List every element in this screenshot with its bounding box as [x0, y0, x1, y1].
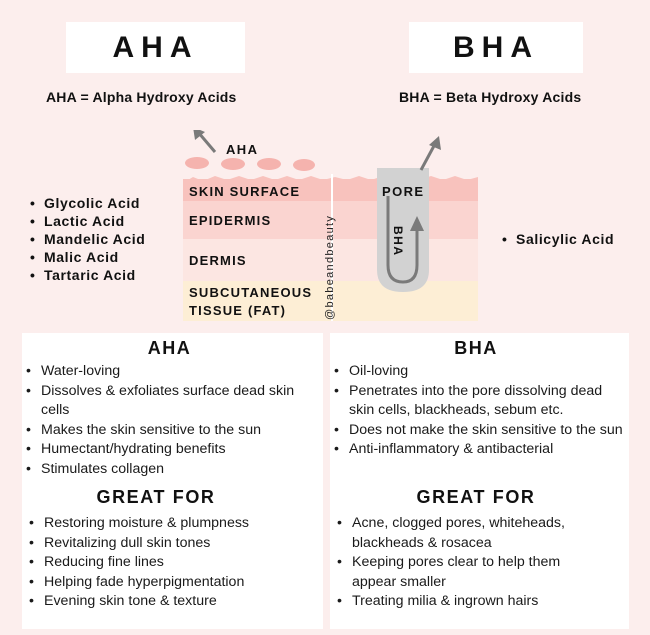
dermis-label: DERMIS: [189, 252, 247, 268]
great-for-item: • Treating milia & ingrown hairs: [333, 592, 603, 612]
bha-great-for-heading: GREAT FOR: [416, 487, 536, 507]
aha-great-for-heading: GREAT FOR: [96, 487, 216, 507]
aha-arrow-label: AHA: [226, 142, 259, 157]
bha-panel-heading: BHA: [454, 338, 498, 358]
subcutaneous-label-line-2: TISSUE (FAT): [189, 303, 287, 318]
pore-label: PORE: [382, 184, 425, 199]
dead-skin-cell: [257, 158, 281, 170]
aha-title: AHA: [112, 30, 199, 64]
great-for-item: • Helping fade hyperpigmentation: [25, 573, 317, 593]
bha-exit-arrow-line: [421, 144, 435, 170]
aha-acid-list: [30, 194, 145, 284]
great-for-item: • Acne, clogged pores, whiteheads, blackheads & rosacea: [333, 514, 603, 553]
bha-panel: [330, 333, 629, 629]
great-for-item: • Keeping pores clear to help them appear smaller: [333, 553, 603, 592]
aha-benefits-list: [22, 362, 312, 480]
benefit-item: • Stimulates collagen: [22, 460, 312, 480]
benefit-item: • Dissolves & exfoliates surface dead skin cells: [22, 382, 312, 421]
acid-list-item: • Salicylic Acid: [502, 230, 614, 248]
acid-list-item: • Glycolic Acid: [30, 194, 145, 212]
bha-definition: BHA = Beta Hydroxy Acids: [399, 89, 582, 105]
subcutaneous-label-line-1: SUBCUTANEOUS: [189, 285, 313, 300]
epidermis-label: EPIDERMIS: [189, 212, 272, 228]
dead-skin-cell: [221, 158, 245, 170]
benefit-item: • Water-loving: [22, 362, 312, 382]
dead-skin-cell: [293, 159, 315, 171]
benefit-item: • Penetrates into the pore dissolving dead skin cells, blackheads, sebum etc.: [330, 382, 628, 421]
benefit-item: • Anti-inflammatory & antibacterial: [330, 440, 628, 460]
aha-panel: [22, 333, 323, 629]
aha-great-for-list: [25, 514, 317, 612]
great-for-item: • Revitalizing dull skin tones: [25, 534, 317, 554]
skin-surface-label: SKIN SURFACE: [189, 183, 301, 199]
benefit-item: • Makes the skin sensitive to the sun: [22, 421, 312, 441]
aha-definition: AHA = Alpha Hydroxy Acids: [46, 89, 237, 105]
great-for-item: • Reducing fine lines: [25, 553, 317, 573]
acid-list-item: • Malic Acid: [30, 248, 145, 266]
bha-title: BHA: [453, 30, 539, 64]
acid-list-item: • Mandelic Acid: [30, 230, 145, 248]
bha-title-box: [409, 22, 583, 73]
subcutaneous-label: [183, 282, 312, 320]
watermark: @babeandbeauty: [324, 214, 336, 320]
bha-benefits-list: [330, 362, 628, 460]
benefit-item: • Oil-loving: [330, 362, 628, 382]
benefit-item: • Does not make the skin sensitive to the sun: [330, 421, 628, 441]
aha-title-box: [66, 22, 245, 73]
bha-arrow-label: BHA: [391, 226, 405, 257]
bha-acid-list: [502, 230, 614, 248]
aha-panel-heading: AHA: [147, 338, 192, 358]
great-for-item: • Restoring moisture & plumpness: [25, 514, 317, 534]
bha-exit-arrow-head: [429, 136, 441, 150]
dead-skin-cell: [185, 157, 209, 169]
acid-list-item: • Lactic Acid: [30, 212, 145, 230]
great-for-item: • Evening skin tone & texture: [25, 592, 317, 612]
skin-diagram: [183, 130, 478, 322]
benefit-item: • Humectant/hydrating benefits: [22, 440, 312, 460]
bha-great-for-list: [333, 514, 603, 612]
acid-list-item: • Tartaric Acid: [30, 266, 145, 284]
